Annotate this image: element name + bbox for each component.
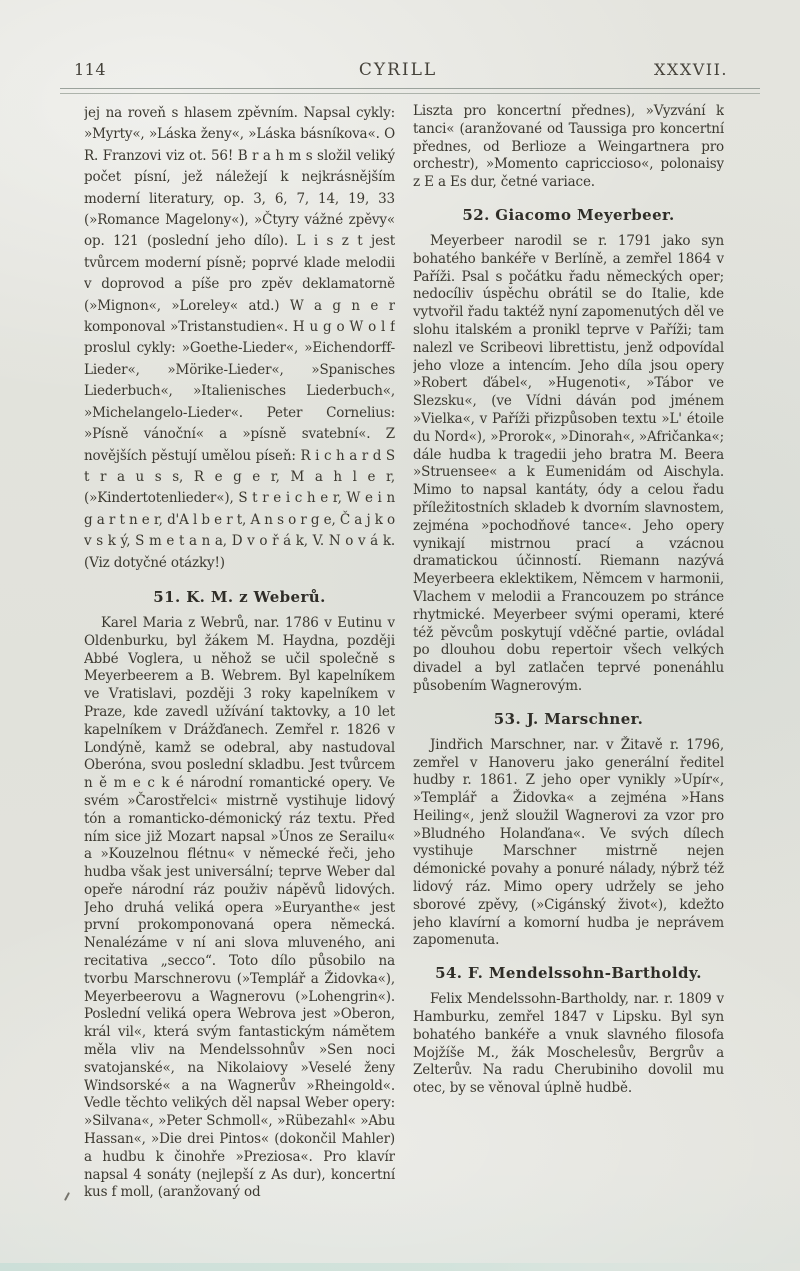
- running-head: [74, 60, 728, 80]
- paragraph-marschner: Jindřich Marschner, nar. v Žitavě r. 1796, zemřel v Hanoveru jako generální ředitel hudby r. 1861. Z jeho oper vynikly »Upír«, »Templář a Židovka« a zejména »Hans Heiling«, jenž sloužil Wagnerovi za vzor pro »Bludného Holanďana«. Ve svých dílech vystihuje Marschner mistrně nejen démonické povahy a ponuré nálady, nýbrž též lidový ráz. Mimo opery udržely se jeho sborové zpěvy, (»Cigánský život«), kdežto jeho klavírní a komorní hudba je neprávem zapomenuta.: [413, 736, 724, 949]
- issue-number: XXXVII.: [654, 60, 728, 79]
- paragraph-weber: Karel Maria z Webrů, nar. 1786 v Eutinu v Oldenburku, byl žákem M. Haydna, později Abbé Voglera, u něhož se učil společně s Meyerbeerem a B. Webrem. Byl kapelníkem ve Vratislavi, později 3 roky kapelníkem v Praze, kde zavedl užívání taktovky, a 10 let kapelníkem v Drážďanech. Zemřel r. 1826 v Londýně, kamž se odebral, aby nastudoval Oberóna, svou poslední skladbu. Jest tvůrcem n ě m e c k é národní romantické opery. Ve svém »Čarostřelci« mistrně vystihuje lidový tón a romanticko-démonický ráz textu. Před ním sice již Mozart napsal »Únos ze Serailu« a »Kouzelnou flétnu« v německé řeči, jeho hudba však jest universální; teprve Weber dal opeře národní ráz použiv nápěvů lidových. Jeho druhá veliká opera »Euryanthe« jest první prokomponovaná opera německá. Nenalézáme v ní ani slova mluveného, ani recitativa „secco“. Toto dílo působilo na tvorbu Marschnerovu (»Templář a Židovka«), Meyerbeerovu a Wagnerovu (»Lohengrin«). Poslední veliká opera Webrova jest »Oberon, král vil«, která svým fantastickým námětem měla vliv na Mendelssohnův »Sen noci svatojanské«, na Nikolaiovy »Veselé ženy Windsorské« a na Wagnerův »Rheingold«. Vedle těchto velikých děl napsal Weber opery: »Silvana«, »Peter Schmoll«, »Rübezahl« »Abu Hassan«, »Die drei Pintos« (dokončil Mahler) a hudbu k činohře »Preziosa«. Pro klavír napsal 4 sonáty (nejlepší z As dur), koncertní kus f moll, (aranžovaný od: [84, 614, 395, 1201]
- paragraph-meyerbeer: Meyerbeer narodil se r. 1791 jako syn bohatého bankéře v Berlíně, a zemřel 1864 v Paříži. Psal s počátku řadu německých oper; nedocíliv úspěchu obrátil se do Italie, kde vytvořil řadu taktéž nyní zapomenutých děl ve slohu italském a pronikl teprve v Paříži; tam nalezl ve Scribeovi librettistu, jenž odpovídal jeho vloze a intencím. Jeho díla jsou opery »Robert ďábel«, »Hugenoti«, »Tábor ve Slezsku«, (ve Vídni dáván pod jménem »Vielka«, v Paříži přizpůsoben textu »L' étoile du Nord«), »Prorok«, »Dinorah«, »Afričanka«; dále hudba k tragedii jeho bratra M. Beera »Struensee« a k Eumenidám od Aischyla. Mimo to napsal kantáty, ódy a celou řadu příležitostních skladeb k dvorním slavnostem, zejména »pochodňové tance«. Jeho opery vynikají mistrnou prací a vzácnou dramatickou účinností. Riemann nazývá Meyerbeera eklektikem, Němcem v harmonii, Vlachem v melodii a Francouzem po stránce rhytmické. Meyerbeer svými operami, které též pěvcům poskytují vděčné partie, ovládal po dlouhou dobu repertoir všech velkých divadel a byl zatlačen teprvé ponenáhlu působením Wagnerovým.: [413, 232, 724, 694]
- left-column: [84, 103, 395, 1231]
- section-heading-52-meyerbeer: 52. Giacomo Meyerbeer.: [462, 205, 675, 224]
- header-rule: [60, 88, 760, 94]
- section-heading-54-mendelssohn: 54. F. Mendelssohn-Bartholdy.: [435, 964, 702, 983]
- section-heading-53-marschner: 53. J. Marschner.: [493, 709, 644, 728]
- scan-edge-strip: [0, 1263, 800, 1271]
- paragraph-songs-continued: jej na roveň s hlasem zpěvním. Napsal cykly: »Myrty«, »Láska ženy«, »Láska básníkova«. O R. Franzovi viz ot. 56! B r a h m s složil veliký počet písní, jež náležejí k nejkrásnějším moderní literatury, op. 3, 6, 7, 14, 19, 33 (»Romance Magelony«), »Čtyry vážné zpěvy« op. 121 (poslední jeho dílo). L i s z t jest tvůrcem moderní písně; poprvé klade melodii v doprovod a píše pro zpěv deklamatorně (»Mignon«, »Loreley« atd.) W a g n e r komponoval »Tristanstudien«. H u g o W o l f proslul cykly: »Goethe-Lieder«, »Eichendorff-Lieder«, »Mörike-Lieder«, »Spanisches Liederbuch«, »Italienisches Liederbuch«, »Michelangelo-Lieder«. Peter Cornelius: »Písně vánoční« a »písně svatební«. Z novějších pěstují umělou píseň: R i c h a r d S t r a u s s, R e g e r, M a h l e r, (»Kindertotenlieder«), S t r e i c h e r, W e i n g a r t n e r, d'A l b e r t, A n s o r g e, Č a j k o v s k ý, S m e t a n a, D v o ř á k, V. N o v á k. (Viz dotyčné otázky!): [84, 105, 395, 571]
- right-column: [413, 103, 724, 1231]
- paragraph-weber-continued: Liszta pro koncertní přednes), »Vyzvání k tanci« (aranžované od Taussiga pro koncertní přednes, od Berlioze a Weingartnera pro orchestr), »Momento capriccioso«, polonaisy z E a Es dur, četné variace.: [413, 103, 724, 191]
- journal-title: CYRILL: [358, 60, 438, 80]
- text-columns: [84, 103, 724, 1231]
- paragraph-mendelssohn: Felix Mendelssohn-Bartholdy, nar. r. 1809 v Hamburku, zemřel 1847 v Lipsku. Byl syn bohatého bankéře a vnuk slavného filosofa Mojžíše M., žák Moschelesův, Bergrův a Zelterův. Na radu Cherubiniho dovolil mu otec, by se věnoval úplně hudbě.: [413, 991, 724, 1097]
- page-number: 114: [74, 60, 107, 79]
- scan-artifact-speck: [64, 1192, 70, 1201]
- section-heading-51-weber: 51. K. M. z Weberů.: [153, 587, 326, 606]
